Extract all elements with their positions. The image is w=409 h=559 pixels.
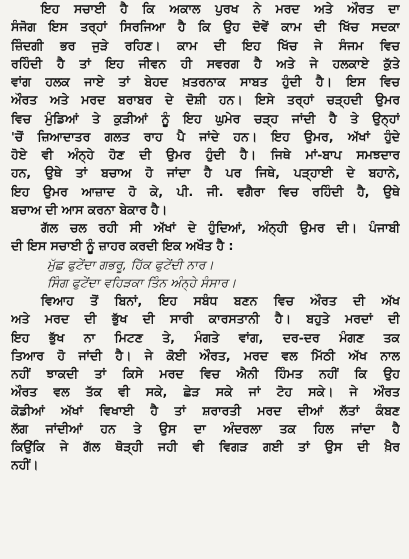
text-line: ਅਤੇ ਮਰਦ ਦੀ ਭੁੱਖ ਦੀ ਸਾਰੀ ਕਾਰਸਤਾਨੀ ਹੈ। ਬਹੁਤੇ ਮਰਦਾਂ ਦੀ bbox=[11, 312, 400, 327]
text-line: ਵਿਆਹ ਤੋਂ ਬਿਨਾਂ, ਇਹ ਸਬੰਧ ਬਣਨ ਵਿਚ ਔਰਤ ਦੀ ਅੱਖ bbox=[41, 294, 400, 308]
text-line: ਤਿਆਰ ਹੋ ਜਾਂਦੀ ਹੈ। ਜੇ ਕੋਈ ਔਰਤ, ਮਰਦ ਵਲ ਮਿੱਠੀ ਅੱਖ ਨਾਲ bbox=[11, 348, 400, 363]
text-line: ਗੱਲ ਚਲ ਰਹੀ ਸੀ ਅੱਖਾਂ ਦੇ ਹੁੰਦਿਆਂ, ਅੰਨ੍ਹੀ ਉਮਰ ਦੀ। ਪੰਜਾਬੀ bbox=[41, 221, 400, 235]
text-line: ਇਹ ਸਚਾਈ ਹੈ ਕਿ ਅਕਾਲ ਪੁਰਖ ਨੇ ਮਰਦ ਅਤੇ ਔਰਤ ਦਾ bbox=[41, 2, 400, 16]
text-line: ਵਾਂਗ ਹਲਕ ਜਾਏ ਤਾਂ ਬੇਹਦ ਖ਼ਤਰਨਾਕ ਸਾਬਤ ਹੁੰਦੀ ਹੈ। ਇਸ ਵਿਚ bbox=[11, 75, 400, 89]
text-line: ਨਹੀਂ। bbox=[11, 458, 39, 473]
text-line: ਔਰਤ ਅਤੇ ਮਰਦ ਬਰਾਬਰ ਦੇ ਦੋਸ਼ੀ ਹਨ। ਇਸੇ ਤਰ੍ਹਾਂ ਚੜ੍ਹਦੀ ਉਮਰ bbox=[11, 93, 400, 108]
text-line: ਰਹਿੰਦੀ ਹੈ ਤਾਂ ਇਹ ਜੀਵਨ ਹੀ ਸਵਰਗ ਹੈ ਅਤੇ ਜੇ ਹਲਕਾਏ ਕੁੱਤੇ bbox=[11, 56, 400, 71]
text-line: ਨਹੀਂ ਝਾਕਦੀ ਤਾਂ ਕਿਸੇ ਮਰਦ ਵਿਚ ਐਨੀ ਹਿੰਮਤ ਨਹੀਂ ਕਿ ਉਹ bbox=[11, 367, 400, 381]
verse-line: ਸਿੰਗ ਫੁਟੇਂਦਾ ਵਹਿੜਕਾ ਤਿੰਨ ਅੰਨ੍ਹੇ ਸੰਸਾਰ। bbox=[47, 275, 237, 290]
text-line: ਸੰਜੋਗ ਇਸ ਤਰ੍ਹਾਂ ਸਿਰਜਿਆ ਹੈ ਕਿ ਉਹ ਦੋਵੇਂ ਕਾਮ ਦੀ ਖਿੱਚ ਸਦਕਾ bbox=[11, 20, 400, 35]
paragraph bbox=[11, 292, 400, 475]
text-line: ਬਚਾਅ ਦੀ ਆਸ ਕਰਨਾ ਬੇਕਾਰ ਹੈ। bbox=[11, 202, 168, 217]
text-line: 'ਚੋਂ ਜ਼ਿਆਦਾਤਰ ਗਲਤ ਰਾਹ ਪੈ ਜਾਂਦੇ ਹਨ। ਇਹ ਉਮਰ, ਅੱਖਾਂ ਹੁੰਦੇ bbox=[11, 129, 400, 144]
paragraph bbox=[11, 0, 400, 219]
text-line: ਕੋਡੀਆਂ ਅੱਖਾਂ ਵਿਖਾਈ ਹੈ ਤਾਂ ਸ਼ਰਾਰਤੀ ਮਰਦ ਦੀਆਂ ਲੱਤਾਂ ਕੰਬਣ bbox=[11, 403, 400, 418]
verse-quote bbox=[11, 256, 400, 293]
text-line: ਹਨ, ਉਥੇ ਤਾਂ ਬਚਾਅ ਹੋ ਜਾਂਦਾ ਹੈ ਪਰ ਜਿਥੇ, ਪੜ੍ਹਾਈ ਦੇ ਬਹਾਨੇ, bbox=[11, 166, 400, 181]
text-line: ਇਹ ਭੁੱਖ ਨਾ ਮਿਟਣ ਤੇ, ਮੰਗਤੇ ਵਾਂਗ, ਦਰ-ਦਰ ਮੰਗਣ ਤਕ bbox=[11, 330, 400, 345]
text-line: ਹੋਏ ਵੀ ਅੰਨ੍ਹੇ ਹੋਣ ਦੀ ਉਮਰ ਹੁੰਦੀ ਹੈ। ਜਿਥੇ ਮਾਂ-ਬਾਪ ਸਮਝਦਾਰ bbox=[11, 148, 400, 162]
text-line: ਜ਼ਿੰਦਗੀ ਭਰ ਜੁੜੇ ਰਹਿਣ। ਕਾਮ ਦੀ ਇਹ ਖਿੱਚ ਜੇ ਸੰਜਮ ਵਿਚ bbox=[11, 38, 400, 53]
text-line: ਵਿਚ ਮੁੰਡਿਆਂ ਤੇ ਕੁੜੀਆਂ ਨੂੰ ਇਹ ਘੁਮੇਰ ਚੜ੍ਹ ਜਾਂਦੀ ਹੈ ਤੇ ਉਨ੍ਹਾਂ bbox=[11, 111, 400, 126]
text-line: ਇਹ ਉਮਰ ਆਜ਼ਾਦ ਹੋ ਕੇ, ਪੀ. ਜੀ. ਵਗੈਰਾ ਵਿਚ ਰਹਿੰਦੀ ਹੈ, ਉਥੇ bbox=[11, 184, 400, 199]
verse-line: ਮੁੱਛ ਫੁਟੇਂਦਾ ਗਭਰੂ, ਹਿੱਕ ਫੁਟੇਂਦੀ ਨਾਰ। bbox=[47, 257, 214, 272]
text-line: ਲੱਗ ਜਾਂਦੀਆਂ ਹਨ ਤੇ ਉਸ ਦਾ ਅੰਦਰਲਾ ਤਕ ਹਿਲ ਜਾਂਦਾ ਹੈ bbox=[11, 421, 400, 436]
text-line: ਕਿਉਂਕਿ ਜੇ ਗੱਲ ਥੋੜ੍ਹੀ ਜਹੀ ਵੀ ਵਿਗੜ ਗਈ ਤਾਂ ਉਸ ਦੀ ਖ਼ੈਰ bbox=[11, 440, 400, 454]
text-line: ਔਰਤ ਵਲ ਤੱਕ ਵੀ ਸਕੇ, ਛੇੜ ਸਕੇ ਜਾਂ ਟੋਹ ਸਕੇ। ਜੇ ਔਰਤ bbox=[11, 385, 400, 400]
text-line: ਦੀ ਇਸ ਸਚਾਈ ਨੂੰ ਜ਼ਾਹਰ ਕਰਦੀ ਇਕ ਅਖੌਤ ਹੈ : bbox=[11, 239, 234, 254]
paragraph bbox=[11, 219, 400, 256]
